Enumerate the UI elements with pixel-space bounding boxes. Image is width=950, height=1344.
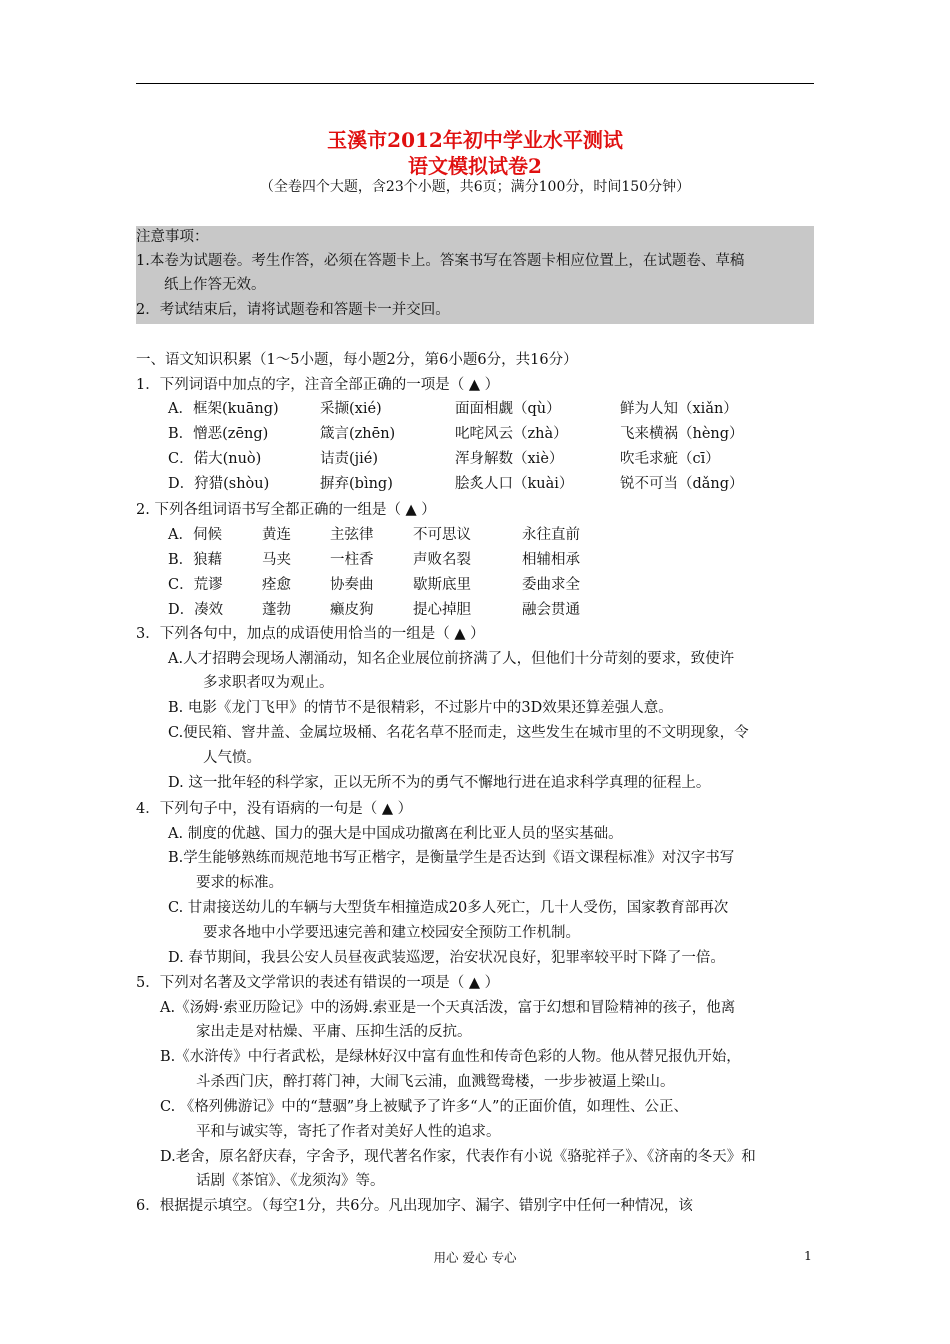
q1-option-cell: 锐不可当（dǎng） bbox=[620, 476, 744, 492]
q1-option-cell: 鲜为人知（xiǎn） bbox=[620, 401, 738, 417]
q1-option-cell: A．框架(kuāng) bbox=[168, 401, 279, 417]
q2-option-cell: A．伺候 bbox=[168, 527, 222, 543]
q2-option-cell: 癞皮狗 bbox=[330, 602, 374, 618]
q1-stem: 1．下列词语中加点的字，注音全部正确的一项是（ ▲ ） bbox=[136, 377, 500, 393]
q5-option-c-cont: 平和与诚实等，寄托了作者对美好人性的追求。 bbox=[196, 1124, 501, 1140]
q2-option-cell: 蓬勃 bbox=[262, 602, 291, 618]
q4-option-c-cont: 要求各地中小学要迅速完善和建立校园安全预防工作机制。 bbox=[203, 925, 580, 941]
q1-option-cell: 面面相觑（qù） bbox=[455, 401, 561, 417]
q2-option-cell: D．凑效 bbox=[168, 602, 224, 618]
q4-option-a: A. 制度的优越、国力的强大是中国成功撤离在利比亚人员的坚实基础。 bbox=[168, 826, 623, 842]
q5-option-a: A.《汤姆·索亚历险记》中的汤姆.索亚是一个天真活泼，富于幻想和冒险精神的孩子，他离 bbox=[160, 1000, 736, 1016]
footer-text: 用心 爱心 专心 bbox=[433, 1250, 517, 1265]
q5-option-d-cont: 话剧《茶馆》、《龙须沟》等。 bbox=[196, 1173, 385, 1189]
q1-option-cell: 摒弃(bìng) bbox=[320, 476, 393, 492]
notice-heading: 注意事项： bbox=[136, 229, 209, 245]
q6-stem: 6．根据提示填空。（每空1分，共6分。凡出现加字、漏字、错别字中任何一种情况，该 bbox=[136, 1198, 693, 1214]
q3-option-a: A.人才招聘会现场人潮涌动，知名企业展位前挤满了人，但他们十分苛刻的要求，致使许 bbox=[168, 651, 735, 667]
q1-option-cell: C．偌大(nuò) bbox=[168, 451, 262, 467]
q5-option-b-cont: 斗杀西门庆，醉打蒋门神，大闹飞云浦，血溅鸳鸯楼，一步步被逼上梁山。 bbox=[196, 1074, 675, 1090]
q1-option-cell: 吹毛求疵（cī） bbox=[620, 451, 720, 467]
q2-option-cell: 马夹 bbox=[262, 552, 291, 568]
q2-option-cell: 痊愈 bbox=[262, 577, 291, 593]
header-rule bbox=[136, 83, 814, 84]
q4-option-d: D. 春节期间，我县公安人员昼夜武装巡逻，治安状况良好，犯罪率较平时下降了一倍。 bbox=[168, 950, 725, 966]
q4-option-c: C. 甘肃接送幼儿的车辆与大型货车相撞造成20多人死亡，几十人受伤，国家教育部再次 bbox=[168, 900, 729, 916]
notice-item-2: 2．考试结束后，请将试题卷和答题卡一并交回。 bbox=[136, 302, 450, 318]
q2-option-cell: 黄连 bbox=[262, 527, 291, 543]
q5-option-a-cont: 家出走是对枯燥、平庸、压抑生活的反抗。 bbox=[196, 1024, 472, 1040]
q2-stem: 2. 下列各组词语书写全都正确的一组是（ ▲ ） bbox=[136, 502, 436, 518]
section-1-heading: 一、语文知识积累（1～5小题，每小题2分，第6小题6分，共16分） bbox=[136, 352, 578, 368]
q3-option-a-cont: 多求职者叹为观止。 bbox=[203, 675, 334, 691]
q1-option-cell: 诘责(jié) bbox=[320, 451, 379, 467]
notice-item-1: 1.本卷为试题卷。考生作答，必须在答题卡上。答案书写在答题卡相应位置上，在试题卷、草稿 bbox=[136, 253, 745, 269]
q2-option-cell: 永往直前 bbox=[522, 527, 580, 543]
q2-option-cell: 主弦律 bbox=[330, 527, 374, 543]
q1-option-cell: 箴言(zhēn) bbox=[320, 426, 396, 442]
q2-option-cell: 声败名裂 bbox=[413, 552, 471, 568]
q4-option-b-cont: 要求的标准。 bbox=[196, 875, 283, 891]
q4-option-b: B.学生能够熟练而规范地书写正楷字，是衡量学生是否达到《语文课程标准》对汉字书写 bbox=[168, 850, 735, 866]
q2-option-cell: 一柱香 bbox=[330, 552, 374, 568]
q3-stem: 3．下列各句中，加点的成语使用恰当的一组是（ ▲ ） bbox=[136, 626, 485, 642]
q2-option-cell: 歇斯底里 bbox=[413, 577, 471, 593]
subtitle: （全卷四个大题，含23个小题，共6页；满分100分，时间150分钟） bbox=[259, 179, 691, 195]
q1-option-cell: D．狩猎(shòu) bbox=[168, 476, 270, 492]
q1-option-cell: 飞来横祸（hèng） bbox=[620, 426, 744, 442]
q2-option-cell: 不可思议 bbox=[413, 527, 471, 543]
q2-option-cell: 相辅相承 bbox=[522, 552, 580, 568]
q1-option-cell: 叱咤风云（zhà） bbox=[455, 426, 568, 442]
q5-option-d: D.老舍，原名舒庆春，字舍予，现代著名作家，代表作有小说《骆驼祥子》、《济南的冬天》和 bbox=[160, 1149, 756, 1165]
q1-option-cell: 采撷(xié) bbox=[320, 401, 382, 417]
notice-item-1-cont: 纸上作答无效。 bbox=[164, 277, 266, 293]
q5-stem: 5．下列对名著及文学常识的表述有错误的一项是（ ▲ ） bbox=[136, 975, 500, 991]
q1-option-cell: B．憎恶(zēng) bbox=[168, 426, 269, 442]
q3-option-c: C.便民箱、窨井盖、金属垃圾桶、名花名草不胫而走，这些发生在城市里的不文明现象，令 bbox=[168, 725, 749, 741]
title-line-1: 玉溪市2012年初中学业水平测试 bbox=[327, 128, 623, 152]
q2-option-cell: 融会贯通 bbox=[522, 602, 580, 618]
title-line-2: 语文模拟试卷2 bbox=[408, 154, 542, 178]
page-number: 1 bbox=[804, 1248, 812, 1263]
q3-option-b: B. 电影《龙门飞甲》的情节不是很精彩，不过影片中的3D效果还算差强人意。 bbox=[168, 700, 673, 716]
q2-option-cell: 提心掉胆 bbox=[413, 602, 471, 618]
q2-option-cell: 协奏曲 bbox=[330, 577, 374, 593]
q3-option-d: D. 这一批年轻的科学家，正以无所不为的勇气不懈地行进在追求科学真理的征程上。 bbox=[168, 775, 711, 791]
q3-option-c-cont: 人气愤。 bbox=[203, 750, 261, 766]
q5-option-c: C. 《格列佛游记》中的“慧骃”身上被赋予了许多“人”的正面价值，如理性、公正、 bbox=[160, 1099, 688, 1115]
q2-option-cell: B．狼藉 bbox=[168, 552, 223, 568]
q4-stem: 4．下列句子中，没有语病的一句是（ ▲ ） bbox=[136, 801, 413, 817]
q2-option-cell: C．荒谬 bbox=[168, 577, 223, 593]
q5-option-b: B.《水浒传》中行者武松，是绿林好汉中富有血性和传奇色彩的人物。他从替兄报仇开始， bbox=[160, 1049, 741, 1065]
q1-option-cell: 浑身解数（xiè） bbox=[455, 451, 564, 467]
q2-option-cell: 委曲求全 bbox=[522, 577, 580, 593]
q1-option-cell: 脍炙人口（kuài） bbox=[455, 476, 574, 492]
